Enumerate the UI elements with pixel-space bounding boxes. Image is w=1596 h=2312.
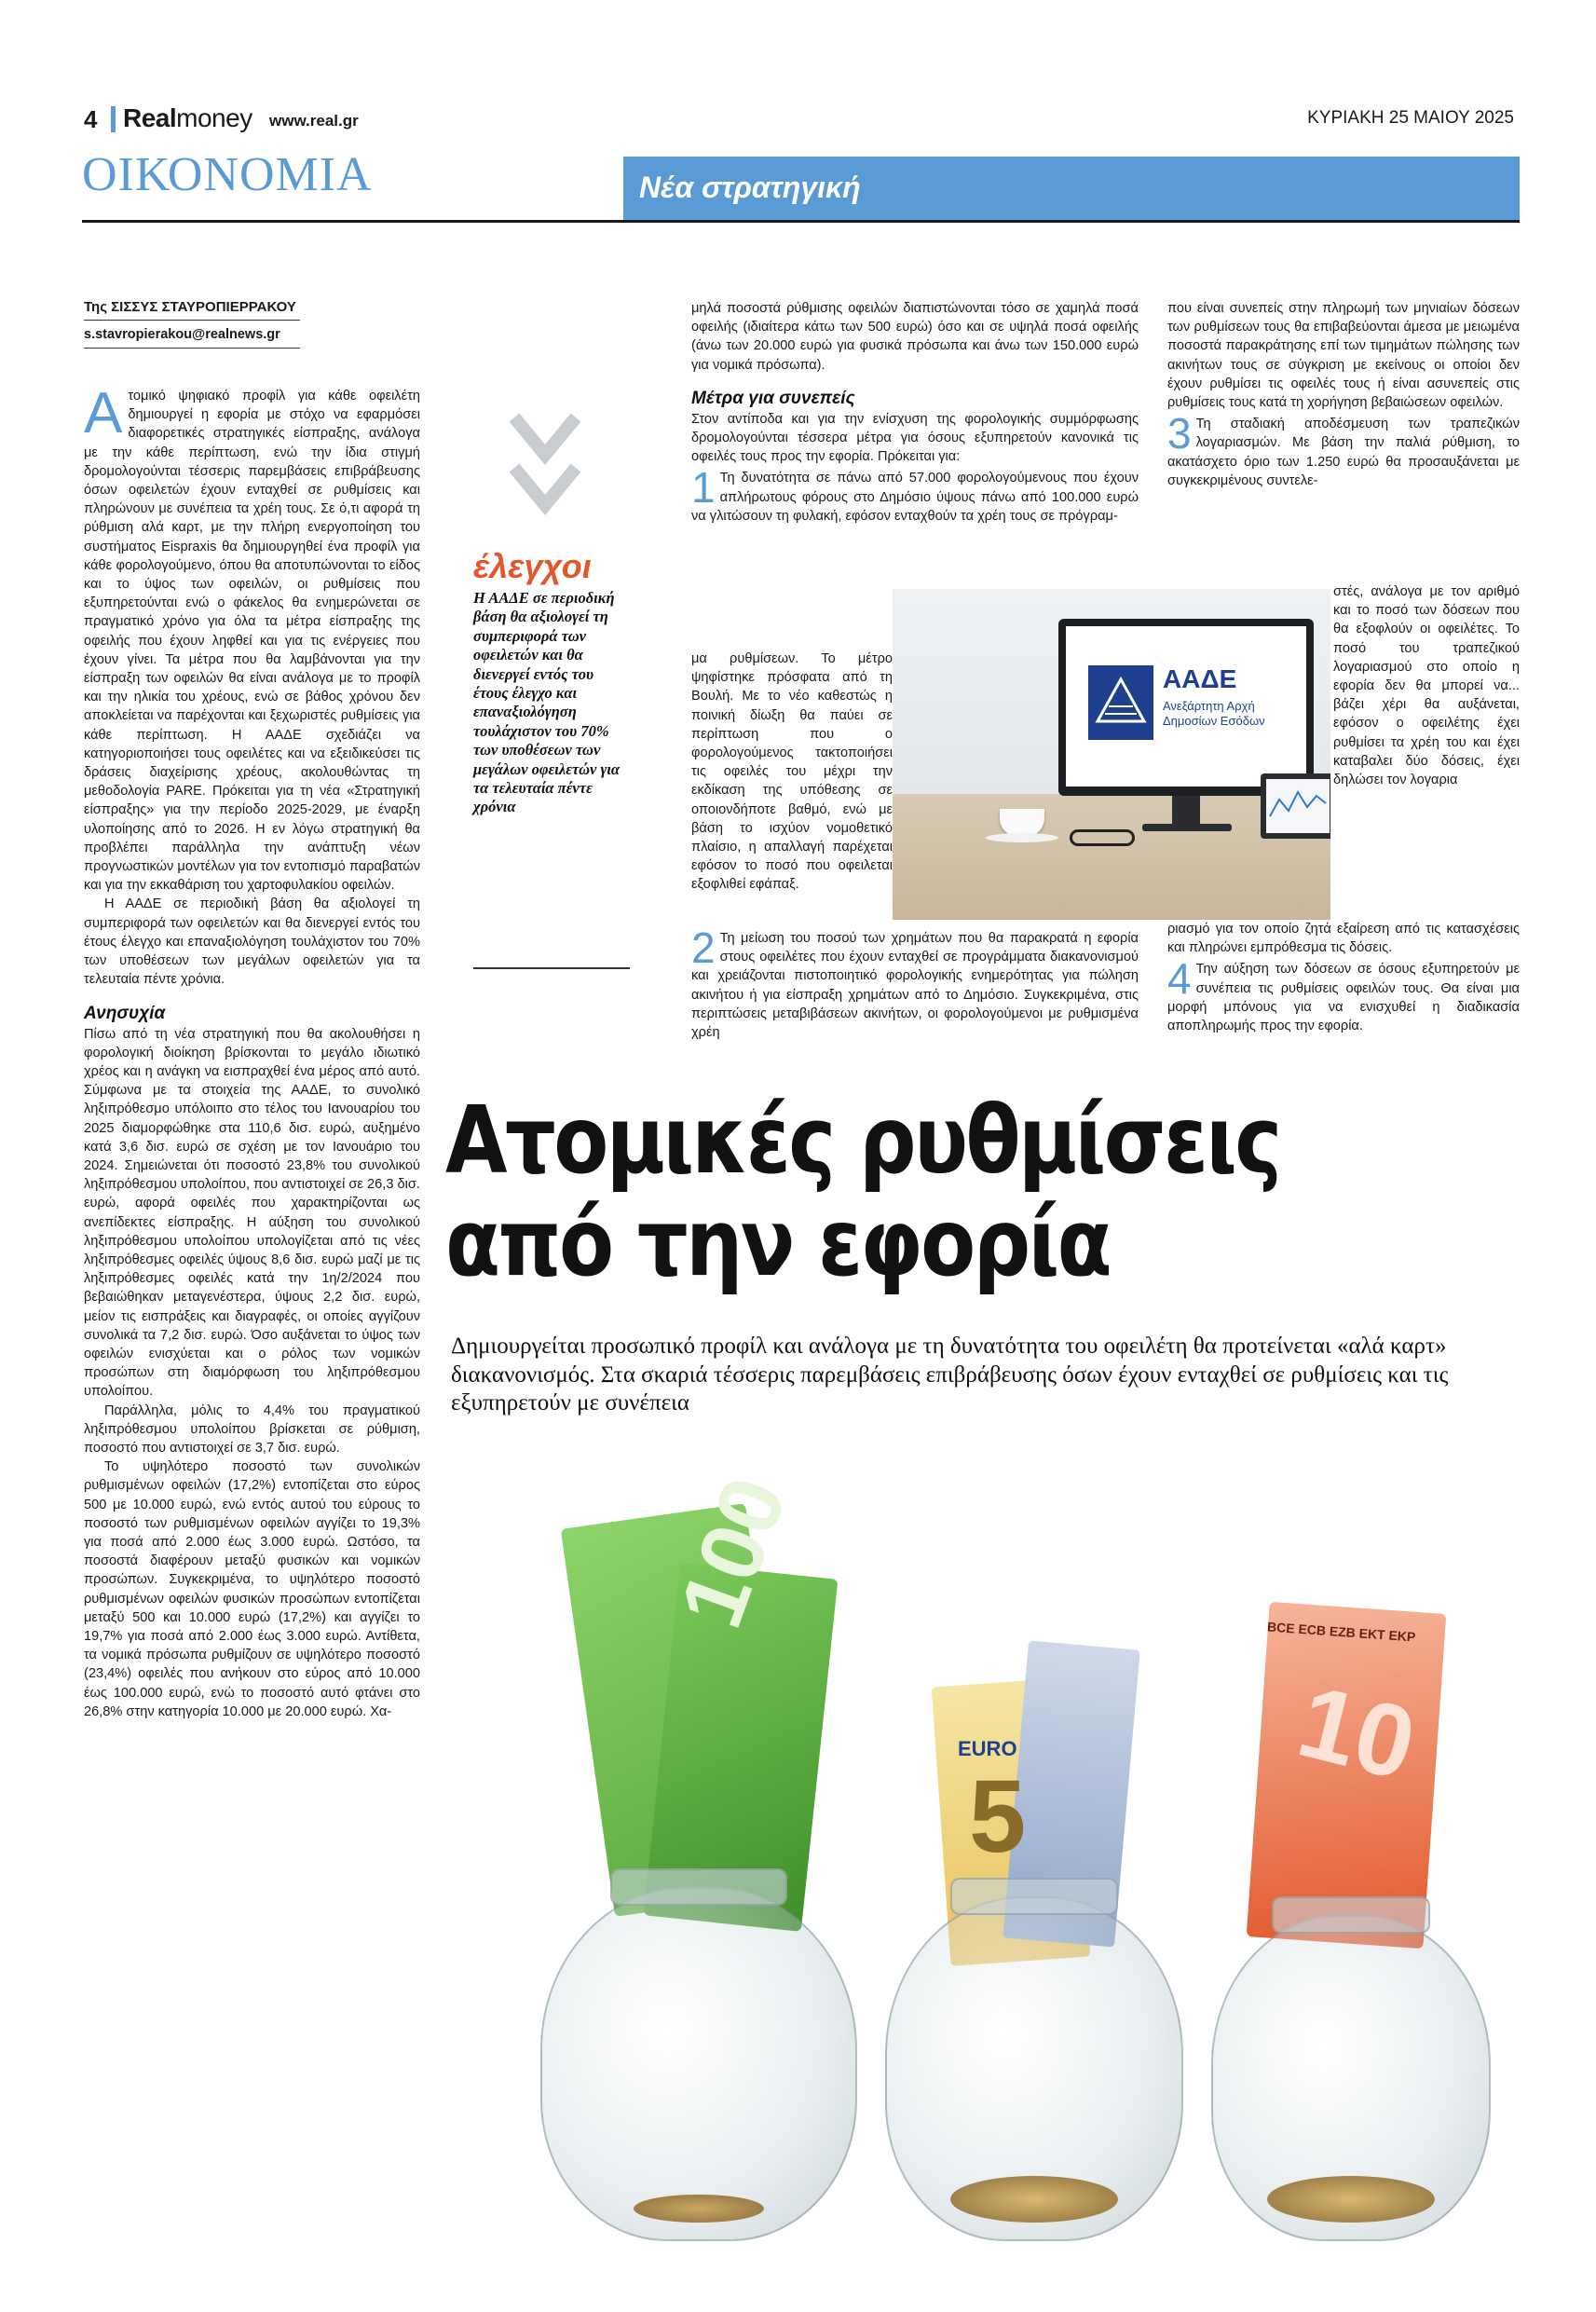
chart-on-tablet-icon (1266, 779, 1330, 833)
monitor-base (1142, 824, 1232, 831)
header-divider-bar (111, 106, 116, 132)
paragraph: Στον αντίποδα και για την ενίσχυση της φορολογικής συμμόρφωσης δρομολογούνται τέσσερα μέτρα για όσους εξυπηρετούν κανονικά τις οφειλές τους προς την εφορία. Πρόκειται για: (691, 411, 1139, 465)
byline-rule-2 (84, 348, 300, 349)
page-number: 4 (84, 105, 98, 133)
website: www.real.gr (269, 112, 359, 130)
measure-1-continued: μα ρυθμίσεων. Το μέτρο ψηφίστηκε πρόσφατα από τη Βουλή. Με το νέο καθεστώς η ποινική δίωξη θα παύει σε περίπτωση που ο φορολογούμενος τακτοποιήσει τις οφειλές του μέχρι την εκδίκαση της υπόθεσης σε οποιονδήποτε βαθμό, ενώ με βάση το ισχύον νομοθετικό πλαίσιο, η απαλλαγή παρέχεται εφόσον το ποσό που οφειλεται εξοφλιθεί εφάπαξ. (691, 651, 893, 893)
measure-1-text: Τη δυνατότητα σε πάνω από 57.000 φορολογούμενους που έχουν απλήρωτους φόρους στο Δημόσιο ύψους πάνω από 100.000 ευρώ να γλιτώσουν τη φυλακή, εφόσον ενταχθούν τα χρέη τους σε πρόγραμ- (691, 471, 1139, 524)
section-title: ΟΙΚΟΝΟΜΙΑ (82, 148, 373, 201)
article-column-4 (1167, 299, 1520, 490)
jar-neck-right (1272, 1896, 1430, 1934)
measure-number-2: 2 (691, 923, 716, 972)
banknote-euro-label: EURO (958, 1737, 1017, 1760)
measure-number-4: 4 (1167, 954, 1192, 1004)
banknote-ecb-label: BCE ECB EZB EKT EKP (1266, 1619, 1416, 1645)
headline-line-2: από την εφορία (445, 1188, 1111, 1297)
subheading-anisychia: Ανησυχία (84, 1003, 166, 1023)
jar-neck-middle (950, 1878, 1118, 1915)
paragraph: που είναι συνεπείς στην πληρωμή των μηνιαίων δόσεων των ρυθμίσεων τους θα επιβαβεύονται άμεσα με μειωμένα ποσοστά παρακράτησης επί των τιμημάτων πώλησης των ακινήτων τους σε σύγκριση με εκείνους οι οποίοι δεν έχουν ρυθμίσει τις οφειλές τους ή είναι ασυνεπείς στις ρυθμίσεις τους κατά τη χορήγηση βεβαιώσεων οφειλών. (1167, 301, 1520, 411)
brand-bold: Real (123, 103, 177, 132)
glasses (1070, 829, 1135, 846)
saucer (986, 833, 1058, 842)
banknote-10-value: 10 (1288, 1663, 1426, 1802)
article-column-1 (84, 381, 420, 1721)
article-column-3 (691, 299, 1139, 526)
aade-logo-text: ΑΑΔΕ (1163, 664, 1237, 693)
header-rule (82, 220, 1520, 223)
measure-3-end: ριασμό για τον οποίο ζητά εξαίρεση από τις κατασχέσεις και πληρώνει εμπρόθεσμα τις δόσεις. (1167, 922, 1520, 956)
measure-3-text: Τη σταδιακή αποδέσμευση των τραπεζικών λογαριασμών. Με βάση την παλιά ρύθμιση, το ακατάσχετο όριο των 1.250 ευρώ θα προσαυξάνεται με συγκεκριμένους συντελε- (1167, 417, 1520, 488)
section-tag: Νέα στρατηγική (639, 171, 861, 204)
sidebar-title: έλεγχοι (473, 547, 592, 585)
brand-light: money (176, 103, 252, 132)
banknote-5-value: 5 (969, 1759, 1027, 1874)
measure-4-text: Την αύξηση των δόσεων σε όσους εξυπηρετούν με συνέπεια τις ρυθμίσεις οφειλών τους. Θα είναι μια μορφή μπόνους για να ενισχυθεί η διαδικασία αποπληρωμής προς την εφορία. (1167, 962, 1520, 1034)
coins-right (1267, 2176, 1435, 2223)
article-column-4-bottom (1167, 920, 1520, 1035)
byline-author: Της ΣΙΣΣΥΣ ΣΤΑΥΡΟΠΙΕΡΡΑΚΟΥ (84, 299, 296, 315)
issue-date: ΚΥΡΙΑΚΗ 25 ΜΑΙΟΥ 2025 (1307, 108, 1514, 128)
coins-middle (950, 2176, 1118, 2223)
byline-email: s.stavropierakou@realnews.gr (84, 327, 280, 342)
paragraph: Πίσω από τη νέα στρατηγική που θα ακολουθήσει η φορολογική διοίκηση βρίσκονται το μεγάλο ιδιωτικό χρέος και η ανάγκη να εισπραχθεί ένα μέρος από αυτό. Σύμφωνα με τα στοιχεία της ΑΑΔΕ, το συνολικό ληξιπρόθεσμο υπόλοιπο στο τέλος του Ιανουαρίου του 2025 διαμορφώθηκε στα 110,6 δισ. ευρώ, αυξημένο κατά 3,6 δισ. ευρώ σε σχέση με τον Ιανουάριο του 2024. Σημειώνεται ότι ποσοστό 23,8% του συνολικού ληξιπρόθεσμου υπολοίπου, που αντιστοιχεί σε 26,3 δισ. ευρώ, αφορά οφειλές που χαρακτηρίζονται ως ανεπίδεκτες είσπραξης. Η αύξηση του συνολικού ληξιπρόθεσμου υπολοίπου υπολογίζεται από τις νέες ληξιπρόθεσμες οφειλές ύψους 8,6 δισ. ευρώ μαζί με τις ληξιπρόθεσμες οφειλές κατά την 1η/2/2024 που βεβαιώθηκαν μεταγενέστερα, ύψους 2,2 δισ. ευρώ, μείον τις εισπράξεις και διαγραφές, οι οποίες αγγίζουν συνολικά τα 7,2 δισ. ευρώ. Όσο αυξάνεται το ύψος των οφειλών ενισχύεται και ο ρόλος των νομικών προσώπων στη διαμόρφωση του ληξιπρόθεσμου υπολοίπου. (84, 1026, 420, 1400)
measure-2-text: Τη μείωση του ποσού των χρημάτων που θα παρακρατά η εφορία στους οφειλέτες που έχουν ενταχθεί σε προγράμματα διακανονισμού και χρειάζονται πιστοποιητικό φορολογικής ενημερότητας για πώληση ακινήτου ή για είσπραξη χρημάτων από το Δημόσιο. Συγκεκριμένα, στις περιπτώσεις μεταβιβάσεων ακινήτων, οι φορολογούμενοι με ρυθμισμένα χρέη (691, 931, 1139, 1041)
chevron-down-icon (503, 410, 587, 531)
jar-neck-left (610, 1868, 787, 1906)
monitor-stand (1172, 796, 1200, 828)
monitor-photo (893, 589, 1330, 920)
measure-number-1: 1 (691, 463, 716, 513)
paragraph: Παράλληλα, μόλις το 4,4% του πραγματικού ληξιπρόθεσμου υπολοίπου βρίσκεται σε ρύθμιση, ποσοστό που αντιστοιχεί σε 3,7 δισ. ευρώ. (84, 1402, 420, 1456)
headline-line-1: Ατομικές ρυθμίσεις (445, 1086, 1280, 1195)
article-column-3-narrow (691, 650, 893, 895)
glass-jar-left (540, 1887, 857, 2241)
paragraph: μηλά ποσοστά ρύθμισης οφειλών διαπιστώνονται τόσο σε χαμηλά ποσά οφειλής (ιδιαίτερα κάτω των 500 ευρώ) όσο και σε υψηλά ποσά οφειλής (άνω των 20.000 ευρώ για φυσικά πρόσωπα και άνω των 150.000 ευρώ για νομικά πρόσωπα). (691, 301, 1139, 373)
drop-cap: Α (84, 381, 123, 445)
subheading-measures: Μέτρα για συνεπείς (691, 388, 855, 408)
sidebar-text: Η ΑΑΔΕ σε περιοδική βάση θα αξιολογεί τη συμπεριφορά των οφειλετών και θα διενεργεί εντός του έτους έλεγχο και επαναξιολόγηση τουλάχιστον του 70% των υποθέσεων των μεγάλων οφειλετών για τα τελευταία πέντε χρόνια (473, 589, 621, 816)
aade-logo-icon (1088, 665, 1153, 740)
byline-rule (84, 320, 300, 321)
sidebar-rule (473, 967, 630, 969)
measure-number-3: 3 (1167, 409, 1192, 458)
intro-paragraph: τομικό ψηφιακό προφίλ για κάθε οφειλέτη δημιουργεί η εφορία με στόχο να εφαρμόσει διαφορετικές στρατηγικές είσπραξης, ανάλογα με την κάθε περίπτωση, ενώ την ίδια στιγμή δρομολογούνται τέσσερις παρεμβάσεις επιβράβευσης όσων οφειλετών έχουν ενταχθεί σε ρυθμίσεις και πληρώνουν με συνέπεια τα χρέη τους. Σε ό,τι αφορά τη ρύθμιση αλά καρτ, με την πλήρη ενεργοποίηση του συστήματος Eispraxis θα δημιουργηθεί ένα προφίλ για κάθε φορολογούμενο, όπου θα αποτυπώνονται το είδος και το ύψος των οφειλών, οι ρυθμίσεις που εξυπηρετούνται ενώ ο φάκελος θα ενημερώνεται σε πραγματικό χρόνο για όλα τα μέτρα είσπραξης της οφειλής που έχουν ληφθεί και για τις ενέργειες που έχουν γίνει. Τα μέτρα που θα λαμβάνονται για την είσπραξη των οφειλών θα είναι ανάλογα με το προφίλ και την ηλικία του χρέους, ενώ σε βάθος χρόνου δεν αποκλείεται να παρέχονται και ξεχωριστές ρυθμίσεις για κάθε περίπτωση. Η ΑΑΔΕ σχεδιάζει να κατηγοριοποιήσει τους οφειλέτες και να εξειδικεύσει τις δράσεις διαχείρισης χρέους, ακολουθώντας τη μεθοδολογία PARE. Πρόκειται για τη νέα «Στρατηγική είσπραξης» για την περίοδο 2025-2029, με έναρξη υλοποίησης από το 2026. Η εν λόγω στρατηγική θα προβλέπει παράλληλα την ανάπτυξη νέων προγνωστικών μοντέλων για τον εντοπισμό παραβατών και για την εκκαθάριση του χαρτοφυλακίου οφειλών. (84, 389, 420, 894)
aade-subtitle-1: Ανεξάρτητη Αρχή (1163, 699, 1255, 713)
money-jars-photo (447, 1458, 1520, 2278)
article-column-4-narrow (1333, 582, 1520, 789)
banknote-100-value: 100 (661, 1465, 806, 1640)
brand-logo (123, 103, 252, 133)
article-column-3-bottom (691, 923, 1139, 1042)
aade-subtitle-2: Δημοσίων Εσόδων (1163, 714, 1265, 728)
measure-3-continued: στές, ανάλογα με τον αριθμό και το ποσό των δόσεων που θα εξοφλούν οι οφειλέτες. Το ποσό του τραπεζικού λογαριασμού στο οποίο η εφορία δεν θα μπορεί να... βάζει χέρι θα αυξάνεται, εφόσον ο οφειλέτης έχει ρυθμίσει τα χρέη του και έχει καταβαλει δύο δόσεις, έχει δηλώσει τον λογαρια (1333, 584, 1520, 788)
deck: Δημιουργείται προσωπικό προφίλ και ανάλογα με τη δυνατότητα του οφειλέτη θα προτείνεται «αλά καρτ» διακανονισμός. Στα σκαριά τέσσερις παρεμβάσεις επιβράβευσης όσων έχουν ενταχθεί σε ρυθμίσεις και τις εξυπηρετούν με συνέπεια (451, 1334, 1449, 1416)
coins-left (634, 2195, 764, 2223)
paragraph: Η ΑΑΔΕ σε περιοδική βάση θα αξιολογεί τη συμπεριφορά των οφειλετών και θα διενεργεί εντός του έτους έλεγχο και επαναξιολόγηση τουλάχιστον του 70% των υποθέσεων των μεγάλων οφειλετών για τα τελευταία πέντε χρόνια. (84, 896, 420, 988)
paragraph: Το υψηλότερο ποσοστό των συνολικών ρυθμισμένων οφειλών (17,2%) εντοπίζεται στο εύρος 500 με 10.000 ευρώ, ενώ εντός αυτού του εύρους το ποσοστό των ρυθμισμένων οφειλών αγγίζει το 19,3% για ποσά από 2.000 έως 3.000 ευρώ. Ωστόσο, τα ποσοστά διαφέρουν μεταξύ φυσικών και νομικών προσώπων. Συγκεκριμένα, το υψηλότερο ποσοστό ρυθμισμένων οφειλών φυσικών προσώπων εντοπίζεται μεταξύ 500 και 10.000 ευρώ (17,2%) και αγγίζει το 19,7% για ποσά από 2.000 έως 3.000 ευρώ. Αντίθετα, τα νομικά πρόσωπα ρυθμίζουν σε υψηλότερο ποσοστό (23,4%) οφειλές που ανήκουν στο εύρος από 10.000 έως 100.000 ευρώ, ενώ το ποσοστό αυτό φτάνει στο 26,8% στην κατηγορία 10.000 με 20.000 ευρώ. Χα- (84, 1459, 420, 1719)
